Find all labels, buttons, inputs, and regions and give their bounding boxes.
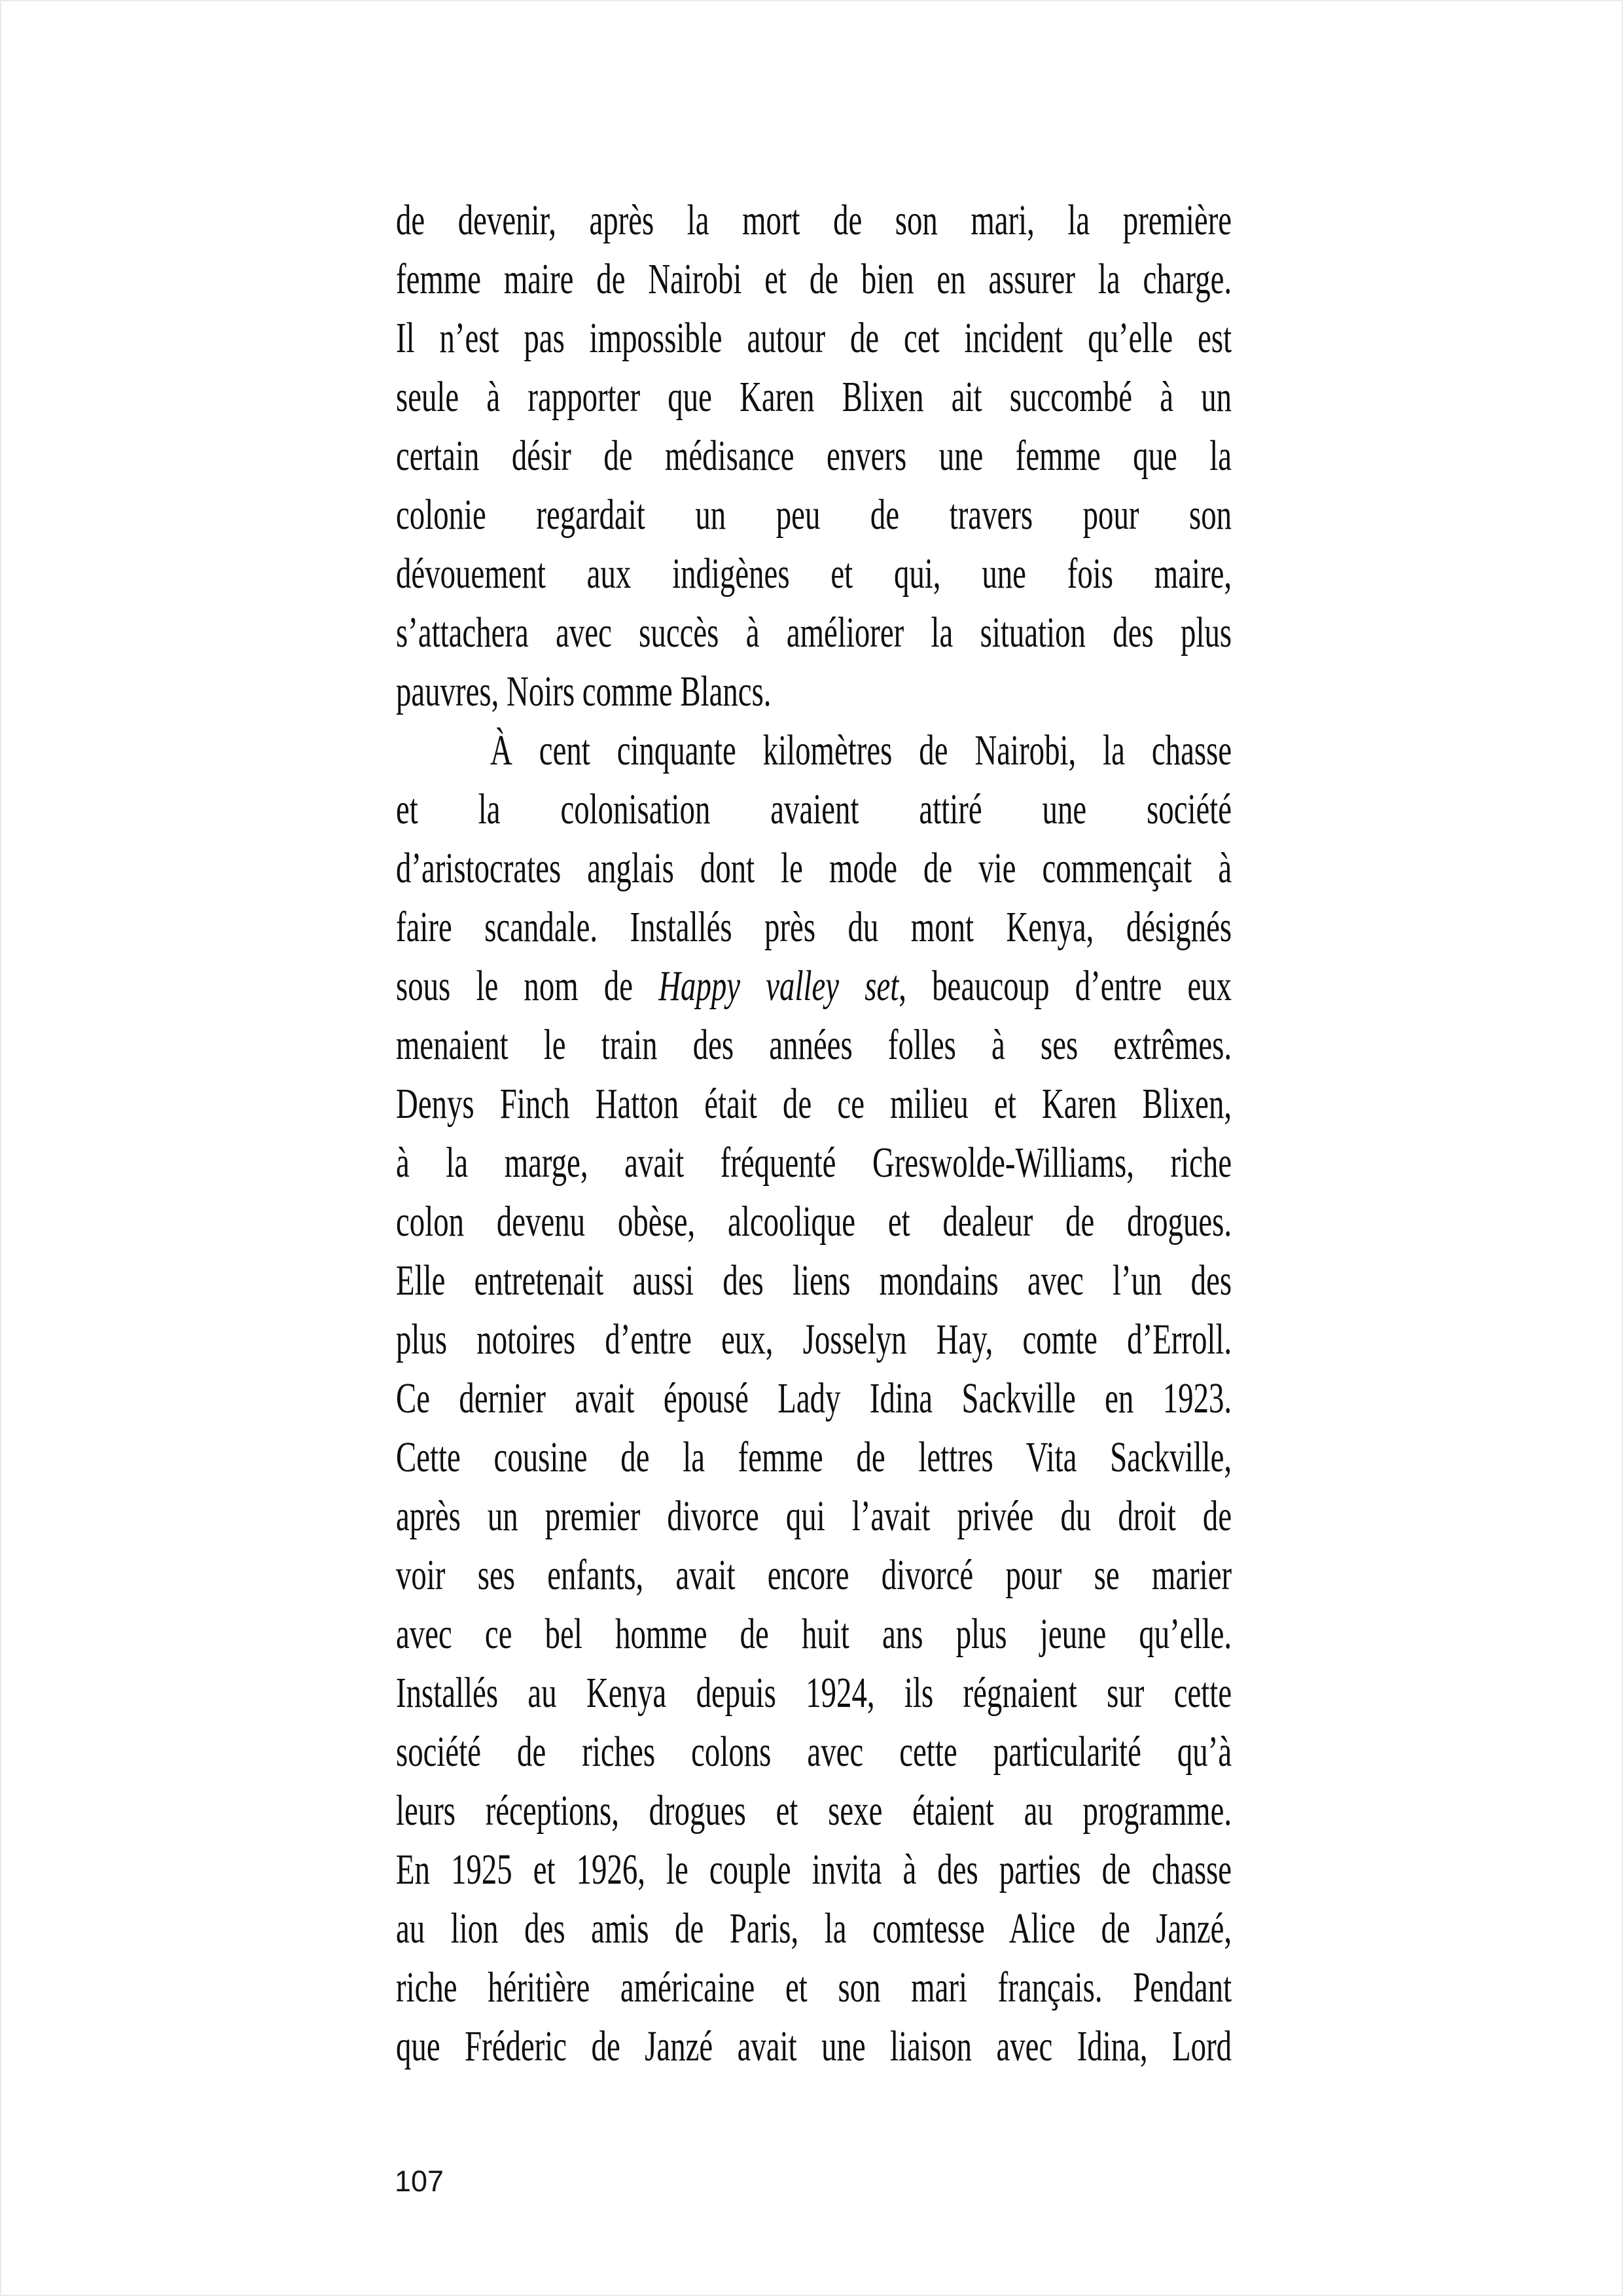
- text-line: colon devenu obèse, alcoolique et dealeur de drogues.: [396, 1198, 1232, 1246]
- text-line: d’aristocrates anglais dont le mode de vie commençait à: [396, 844, 1232, 892]
- text-line: après un premier divorce qui l’avait privée du droit de: [396, 1492, 1232, 1540]
- text-line: Denys Finch Hatton était de ce milieu et Karen Blixen,: [396, 1080, 1232, 1128]
- text-line: Elle entretenait aussi des liens mondains avec l’un des: [396, 1257, 1232, 1304]
- italic-phrase: Happy valley set: [658, 962, 899, 1010]
- text-line: que Fréderic de Janzé avait une liaison avec Idina, Lord: [396, 2022, 1232, 2070]
- text-line: au lion des amis de Paris, la comtesse Alice de Janzé,: [396, 1905, 1232, 1952]
- text-line: à la marge, avait fréquenté Greswolde-Williams, riche: [396, 1139, 1232, 1187]
- text-line: menaient le train des années folles à ses extrêmes.: [396, 1021, 1232, 1069]
- text-segment: , beaucoup d’entre eux: [899, 962, 1232, 1010]
- page-text-block: [396, 191, 1232, 2076]
- text-line-paragraph-end: pauvres, Noirs comme Blancs.: [396, 668, 772, 715]
- text-line: plus notoires d’entre eux, Josselyn Hay, comte d’Erroll.: [396, 1316, 1232, 1363]
- text-line: colonie regardait un peu de travers pour son: [396, 491, 1232, 539]
- text-line: de devenir, après la mort de son mari, la première: [396, 196, 1232, 244]
- text-line: leurs réceptions, drogues et sexe étaient au programme.: [396, 1787, 1232, 1835]
- page-number: 107: [395, 2164, 444, 2198]
- text-line: et la colonisation avaient attiré une société: [396, 785, 1232, 833]
- text-line: avec ce bel homme de huit ans plus jeune qu’elle.: [396, 1610, 1232, 1658]
- text-line: femme maire de Nairobi et de bien en assurer la charge.: [396, 255, 1232, 303]
- text-line: seule à rapporter que Karen Blixen ait succombé à un: [396, 373, 1232, 421]
- text-line: s’attachera avec succès à améliorer la situation des plus: [396, 609, 1232, 656]
- text-line: Ce dernier avait épousé Lady Idina Sackville en 1923.: [396, 1374, 1232, 1422]
- text-line: En 1925 et 1926, le couple invita à des parties de chasse: [396, 1846, 1232, 1893]
- text-line-paragraph-start: À cent cinquante kilomètres de Nairobi, la chasse: [490, 726, 1232, 774]
- text-line: Cette cousine de la femme de lettres Vita Sackville,: [396, 1433, 1232, 1481]
- text-line: dévouement aux indigènes et qui, une fois maire,: [396, 550, 1232, 598]
- text-line: certain désir de médisance envers une femme que la: [396, 432, 1232, 480]
- text-line-with-italic: [396, 957, 1232, 1016]
- text-line: Il n’est pas impossible autour de cet incident qu’elle est: [396, 314, 1232, 362]
- text-line: société de riches colons avec cette particularité qu’à: [396, 1728, 1232, 1776]
- text-segment: sous le nom de: [396, 962, 659, 1010]
- text-line: Installés au Kenya depuis 1924, ils régnaient sur cette: [396, 1669, 1232, 1717]
- text-line: voir ses enfants, avait encore divorcé pour se marier: [396, 1551, 1232, 1599]
- text-line: faire scandale. Installés près du mont Kenya, désignés: [396, 903, 1232, 951]
- text-line: riche héritière américaine et son mari français. Pendant: [396, 1964, 1232, 2011]
